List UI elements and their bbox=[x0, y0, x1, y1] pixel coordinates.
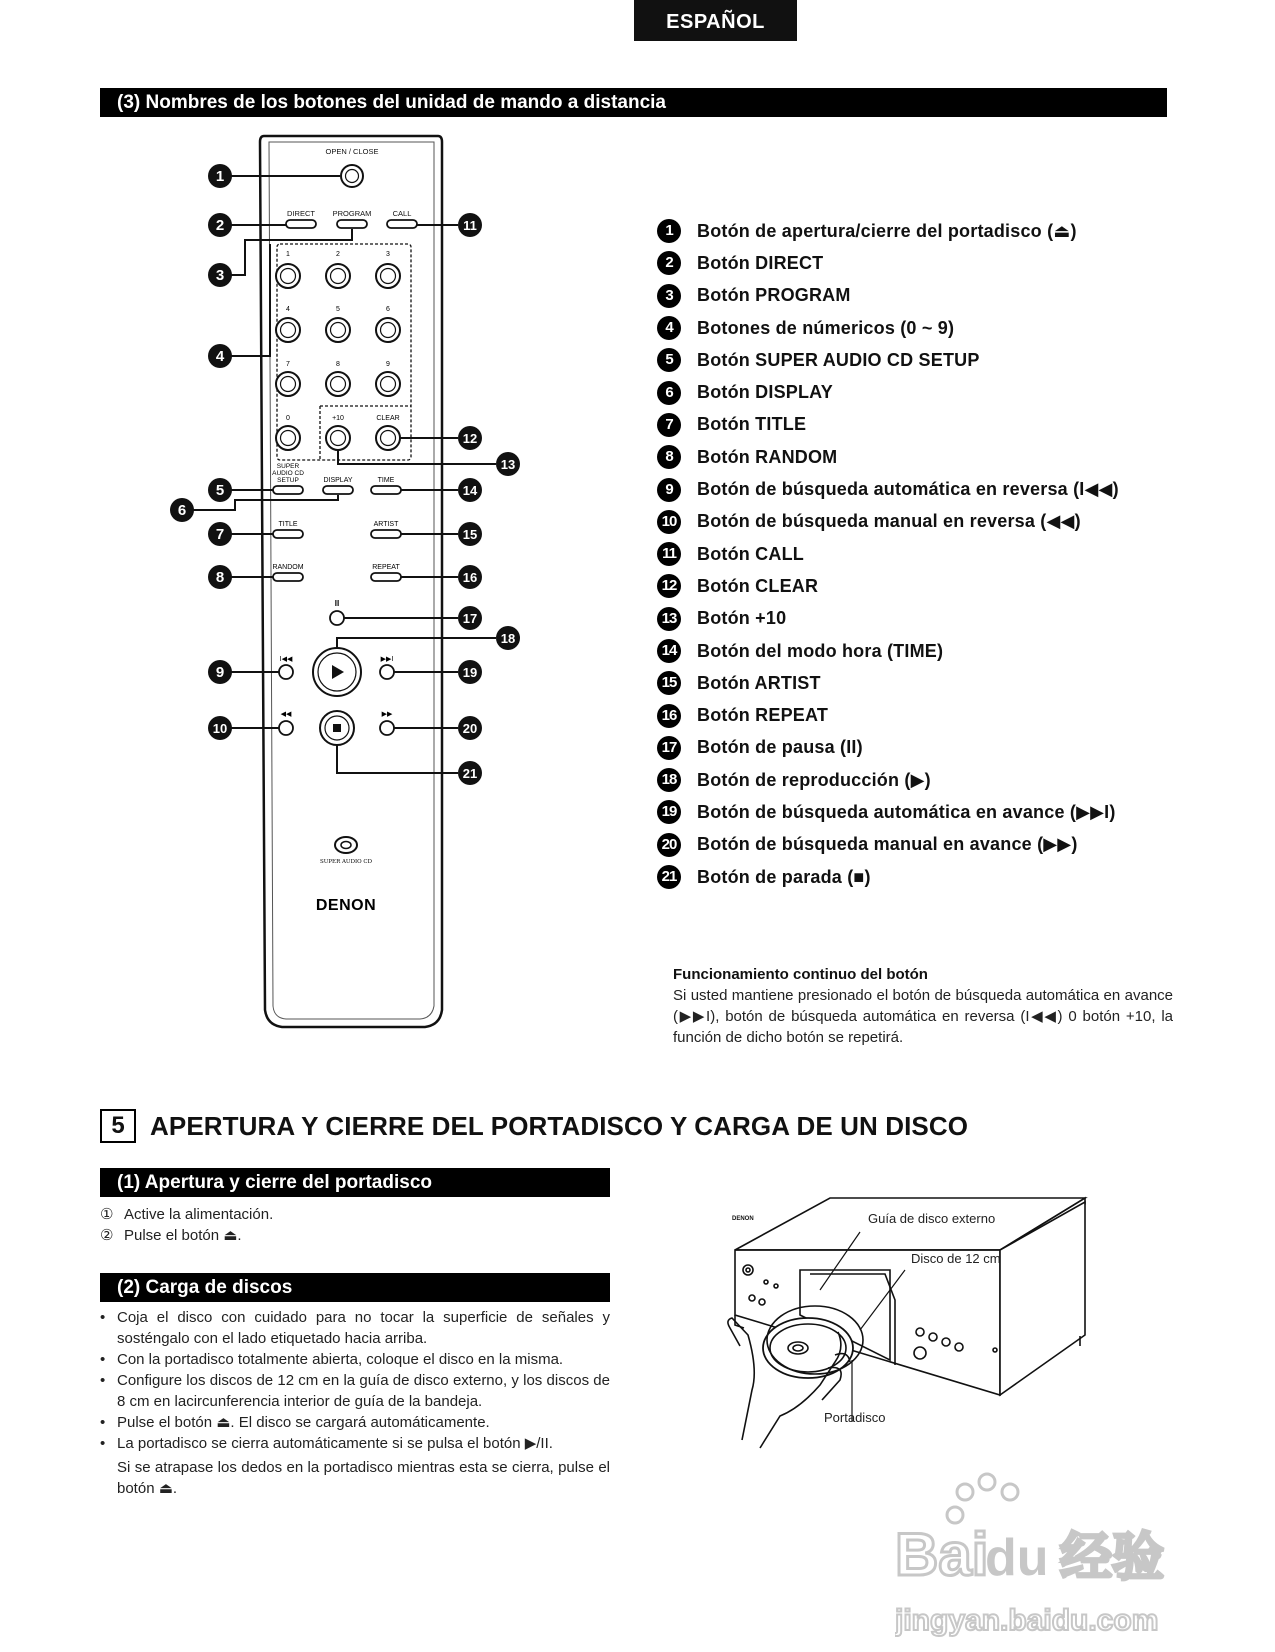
clear-label: CLEAR bbox=[376, 415, 400, 422]
call-label: CALL bbox=[392, 209, 412, 218]
next-symbol: ▶▶I bbox=[380, 656, 394, 663]
remote-brand: DENON bbox=[315, 897, 377, 914]
prev-symbol: I◀◀ bbox=[279, 656, 293, 663]
svg-text:16: 16 bbox=[462, 570, 478, 585]
svg-text:5: 5 bbox=[336, 306, 340, 313]
svg-text:SUPER AUDIO CD: SUPER AUDIO CD bbox=[319, 859, 373, 865]
list-item: 13 Botón +10 bbox=[657, 603, 1217, 635]
key-1 bbox=[276, 264, 300, 288]
list-item: 11 Botón CALL bbox=[657, 538, 1217, 570]
list-item: • La portadisco se cierra automáticamente si se pulsa el botón ▶/II. bbox=[100, 1435, 553, 1452]
open-close-button bbox=[341, 165, 363, 187]
svg-text:13: 13 bbox=[500, 457, 516, 472]
svg-text:4: 4 bbox=[286, 306, 290, 313]
svg-text:0: 0 bbox=[286, 415, 290, 422]
list-item: • Configure los discos de 12 cm en la guía de disco externo, y los discos de 8 cm en lacircunferencia interior de guía de la bandeja. bbox=[100, 1372, 610, 1410]
subsection-2-title: (2) Carga de discos bbox=[100, 1273, 610, 1302]
section-number: 5 bbox=[100, 1109, 136, 1143]
list-item: 14 Botón del modo hora (TIME) bbox=[657, 635, 1217, 667]
svg-text:6: 6 bbox=[177, 502, 187, 519]
ff-symbol: ▶▶ bbox=[381, 711, 393, 718]
key-7 bbox=[276, 372, 300, 396]
step-item: ① Active la alimentación. bbox=[100, 1206, 274, 1223]
svg-text:8: 8 bbox=[336, 361, 340, 368]
svg-text:14: 14 bbox=[462, 483, 478, 498]
note-body: Si usted mantiene presionado el botón de búsqueda automática en avance (▶▶I), botón de búsqueda automática en reversa (I◀◀) 0 botón +10, la función de dicho botón se repetirá. bbox=[673, 987, 1173, 1046]
sacd-setup-button bbox=[273, 486, 303, 494]
step-item: ② Pulse el botón ⏏. bbox=[100, 1227, 242, 1244]
device-brand: DENON bbox=[732, 1216, 754, 1222]
list-item: 19 Botón de búsqueda automática en avance (▶▶I) bbox=[657, 796, 1217, 828]
list-item: 10 Botón de búsqueda manual en reversa (◀◀) bbox=[657, 506, 1217, 538]
rew-button bbox=[279, 721, 293, 735]
time-label: TIME bbox=[377, 477, 395, 484]
svg-text:经验: 经验 bbox=[1060, 1529, 1165, 1587]
note-title: Funcionamiento continuo del botón bbox=[673, 966, 928, 983]
svg-text:3: 3 bbox=[215, 267, 225, 284]
list-item: 17 Botón de pausa (II) bbox=[657, 732, 1217, 764]
svg-text:jingyan.baidu.com: jingyan.baidu.com bbox=[895, 1604, 1159, 1637]
finger-warning-note: Si se atrapase los dedos en la portadisco mientras esta se cierra, pulse el botón ⏏. bbox=[117, 1459, 610, 1497]
pause-button bbox=[330, 611, 344, 625]
stop-icon bbox=[333, 724, 341, 732]
list-item: 21 Botón de parada (■) bbox=[657, 861, 1217, 893]
title-label: TITLE bbox=[278, 521, 298, 528]
plus10-label: +10 bbox=[332, 415, 344, 422]
list-item: • Con la portadisco totalmente abierta, coloque el disco en la misma. bbox=[100, 1351, 564, 1368]
svg-text:11: 11 bbox=[463, 218, 477, 233]
open-close-label: OPEN / CLOSE bbox=[325, 147, 379, 156]
display-label: DISPLAY bbox=[323, 477, 353, 484]
key-8 bbox=[326, 372, 350, 396]
key-0 bbox=[276, 426, 300, 450]
svg-text:7: 7 bbox=[215, 526, 225, 543]
label-disc-guide: Guía de disco externo bbox=[868, 1211, 996, 1226]
call-button bbox=[387, 220, 417, 228]
svg-text:SETUP: SETUP bbox=[277, 477, 299, 484]
direct-button bbox=[286, 220, 316, 228]
key-6 bbox=[376, 318, 400, 342]
bullet-list bbox=[100, 1307, 610, 1454]
svg-text:20: 20 bbox=[462, 721, 478, 736]
pause-symbol: II bbox=[334, 599, 340, 608]
key-4 bbox=[276, 318, 300, 342]
section-5-heading bbox=[100, 1109, 968, 1143]
list-item: 5 Botón SUPER AUDIO CD SETUP bbox=[657, 344, 1217, 376]
list-item: • Coja el disco con cuidado para no tocar la superficie de señales y sosténgalo con el lado etiquetado hacia arriba. bbox=[100, 1309, 610, 1347]
random-button bbox=[273, 573, 303, 581]
language-tab: ESPAÑOL bbox=[634, 0, 797, 41]
svg-text:4: 4 bbox=[215, 348, 225, 365]
svg-text:17: 17 bbox=[462, 611, 478, 626]
list-item: • Pulse el botón ⏏. El disco se cargará automáticamente. bbox=[100, 1414, 490, 1431]
svg-text:19: 19 bbox=[462, 665, 478, 680]
title-button bbox=[273, 530, 303, 538]
random-label: RANDOM bbox=[272, 564, 304, 571]
svg-text:5: 5 bbox=[215, 482, 225, 499]
key-2 bbox=[326, 264, 350, 288]
section-title: APERTURA Y CIERRE DEL PORTADISCO Y CARGA DE UN DISCO bbox=[150, 1110, 969, 1141]
key-9 bbox=[376, 372, 400, 396]
list-item: 4 Botones de númericos (0 ~ 9) bbox=[657, 312, 1217, 344]
ff-button bbox=[380, 721, 394, 735]
direct-label: DIRECT bbox=[287, 209, 315, 218]
clear-button bbox=[376, 426, 400, 450]
button-name-list bbox=[657, 215, 1217, 893]
label-disc-12cm: Disco de 12 cm bbox=[911, 1251, 1001, 1266]
list-item: 16 Botón REPEAT bbox=[657, 699, 1217, 731]
list-item: 15 Botón ARTIST bbox=[657, 667, 1217, 699]
program-label: PROGRAM bbox=[332, 209, 372, 218]
plus10-button bbox=[326, 426, 350, 450]
svg-text:2: 2 bbox=[215, 217, 225, 234]
time-button bbox=[371, 486, 401, 494]
svg-text:9: 9 bbox=[215, 664, 225, 681]
svg-text:21: 21 bbox=[462, 766, 478, 781]
svg-text:Bai: Bai bbox=[895, 1521, 989, 1588]
list-item: 3 Botón PROGRAM bbox=[657, 280, 1217, 312]
list-item: 2 Botón DIRECT bbox=[657, 247, 1217, 279]
rew-symbol: ◀◀ bbox=[280, 711, 292, 718]
next-button bbox=[380, 665, 394, 679]
svg-text:SUPER: SUPER bbox=[276, 463, 300, 470]
artist-label: ARTIST bbox=[373, 521, 399, 528]
display-button bbox=[323, 486, 353, 494]
svg-text:8: 8 bbox=[215, 569, 225, 586]
svg-text:2: 2 bbox=[336, 251, 340, 258]
svg-text:1: 1 bbox=[286, 251, 290, 258]
list-item: 9 Botón de búsqueda automática en reversa (I◀◀) bbox=[657, 473, 1217, 505]
repeat-label: REPEAT bbox=[372, 564, 400, 571]
svg-text:12: 12 bbox=[462, 431, 478, 446]
list-item: 1 Botón de apertura/cierre del portadisco (⏏) bbox=[657, 215, 1217, 247]
list-item: 7 Botón TITLE bbox=[657, 409, 1217, 441]
svg-text:18: 18 bbox=[500, 631, 516, 646]
list-item: 6 Botón DISPLAY bbox=[657, 376, 1217, 408]
list-item: 20 Botón de búsqueda manual en avance (▶▶) bbox=[657, 829, 1217, 861]
subsection-1-title: (1) Apertura y cierre del portadisco bbox=[100, 1168, 610, 1197]
step-list bbox=[100, 1204, 273, 1246]
artist-button bbox=[371, 530, 401, 538]
remote-control-diagram bbox=[170, 130, 570, 1050]
section-3-title: (3) Nombres de los botones del unidad de mando a distancia bbox=[100, 88, 1167, 117]
watermark-logo bbox=[895, 1470, 1195, 1645]
svg-text:6: 6 bbox=[386, 306, 390, 313]
prev-button bbox=[279, 665, 293, 679]
svg-text:3: 3 bbox=[386, 251, 390, 258]
repeat-button bbox=[371, 573, 401, 581]
list-item: 18 Botón de reproducción (▶) bbox=[657, 764, 1217, 796]
svg-text:1: 1 bbox=[215, 168, 225, 185]
svg-text:9: 9 bbox=[386, 361, 390, 368]
svg-text:du: du bbox=[985, 1529, 1049, 1587]
list-item: 12 Botón CLEAR bbox=[657, 570, 1217, 602]
continuous-operation-note bbox=[673, 964, 1173, 1048]
list-item: 8 Botón RANDOM bbox=[657, 441, 1217, 473]
svg-text:AUDIO CD: AUDIO CD bbox=[272, 470, 304, 477]
key-5 bbox=[326, 318, 350, 342]
program-button bbox=[337, 220, 367, 228]
key-3 bbox=[376, 264, 400, 288]
label-tray: Portadisco bbox=[824, 1410, 886, 1425]
svg-text:10: 10 bbox=[212, 721, 228, 736]
svg-text:7: 7 bbox=[286, 361, 290, 368]
svg-text:15: 15 bbox=[462, 527, 478, 542]
